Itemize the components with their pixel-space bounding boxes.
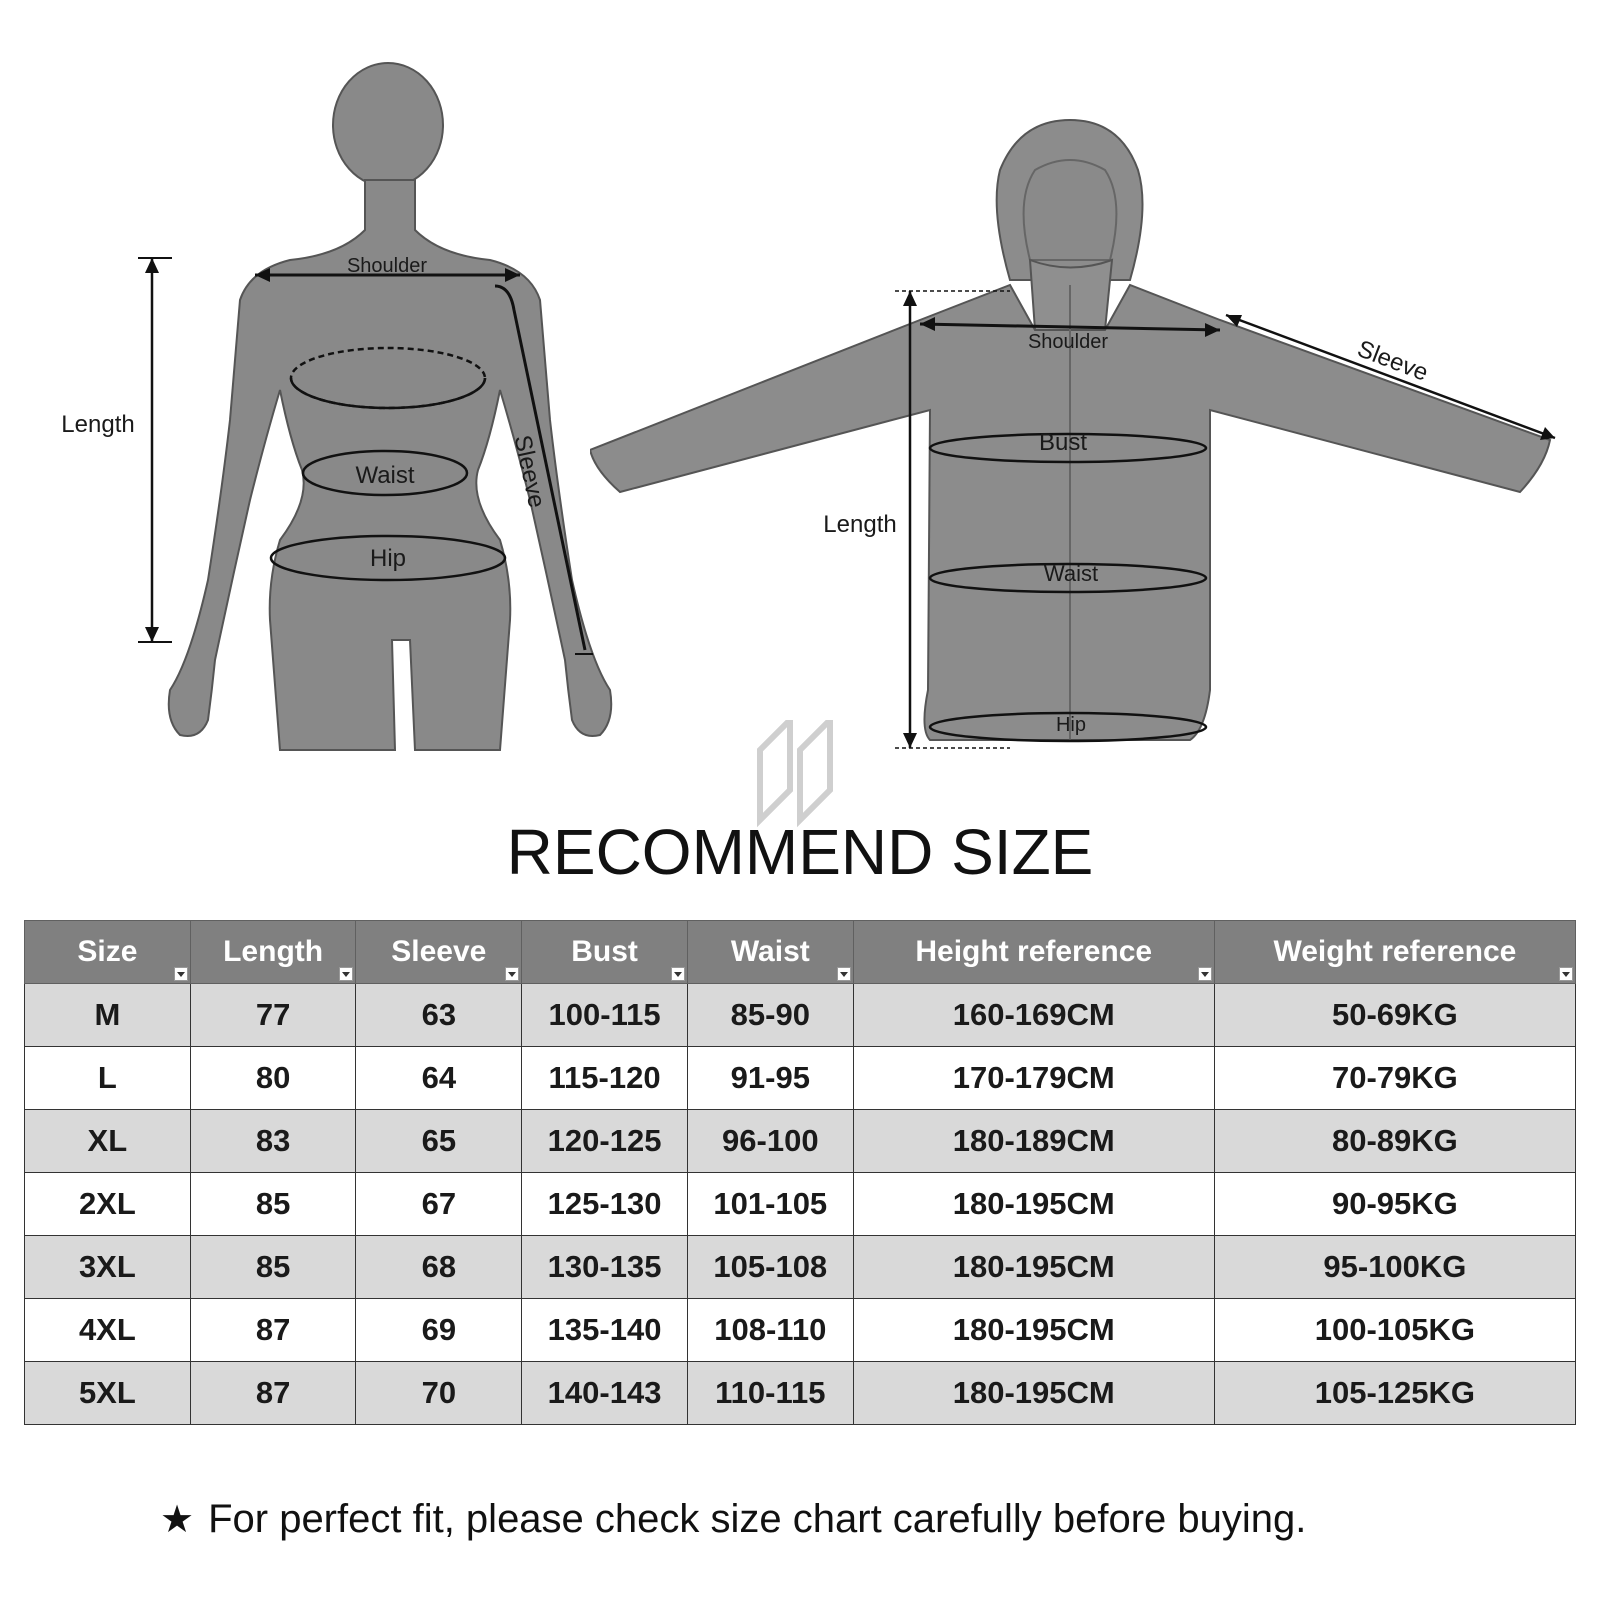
page-title: RECOMMEND SIZE xyxy=(506,816,1094,888)
star-icon: ★ xyxy=(160,1499,195,1541)
table-cell: 180-189CM xyxy=(853,1110,1214,1173)
table-cell: 115-120 xyxy=(522,1047,688,1110)
filter-dropdown-icon[interactable] xyxy=(671,967,685,981)
table-cell: 64 xyxy=(356,1047,522,1110)
table-cell: 4XL xyxy=(25,1299,191,1362)
table-cell: 83 xyxy=(190,1110,356,1173)
table-row xyxy=(25,984,1576,1047)
table-cell: M xyxy=(25,984,191,1047)
table-cell: 120-125 xyxy=(522,1110,688,1173)
table-cell: 70-79KG xyxy=(1214,1047,1575,1110)
table-cell: 63 xyxy=(356,984,522,1047)
table-cell: 110-115 xyxy=(687,1362,853,1425)
header-size: Size xyxy=(25,921,191,984)
table-cell: 135-140 xyxy=(522,1299,688,1362)
table-row xyxy=(25,1236,1576,1299)
table-cell: 91-95 xyxy=(687,1047,853,1110)
table-cell: 180-195CM xyxy=(853,1173,1214,1236)
body-shoulder-label: Shoulder xyxy=(346,255,428,277)
table-cell: 65 xyxy=(356,1110,522,1173)
table-cell: 105-108 xyxy=(687,1236,853,1299)
header-sleeve: Sleeve xyxy=(356,921,522,984)
header-weight-reference: Weight reference xyxy=(1214,921,1575,984)
table-cell: 69 xyxy=(356,1299,522,1362)
filter-dropdown-icon[interactable] xyxy=(1559,967,1573,981)
size-table xyxy=(24,920,1576,1425)
table-row xyxy=(25,1047,1576,1110)
table-cell: 87 xyxy=(190,1299,356,1362)
table-cell: 160-169CM xyxy=(853,984,1214,1047)
table-cell: 5XL xyxy=(25,1362,191,1425)
table-cell: 68 xyxy=(356,1236,522,1299)
header-height-reference: Height reference xyxy=(853,921,1214,984)
body-measurement-figure xyxy=(40,60,640,760)
table-cell: 3XL xyxy=(25,1236,191,1299)
table-cell: 96-100 xyxy=(687,1110,853,1173)
table-cell: 101-105 xyxy=(687,1173,853,1236)
table-cell: 100-105KG xyxy=(1214,1299,1575,1362)
body-waist-label: Waist xyxy=(355,462,415,489)
fit-note-text: For perfect fit, please check size chart carefully before buying. xyxy=(208,1497,1307,1541)
table-row xyxy=(25,1110,1576,1173)
table-cell: 180-195CM xyxy=(853,1362,1214,1425)
table-cell: 70 xyxy=(356,1362,522,1425)
table-cell: 85 xyxy=(190,1173,356,1236)
table-cell: 140-143 xyxy=(522,1362,688,1425)
jacket-length-label: Length xyxy=(823,511,897,538)
table-cell: L xyxy=(25,1047,191,1110)
table-cell: 125-130 xyxy=(522,1173,688,1236)
table-cell: 170-179CM xyxy=(853,1047,1214,1110)
table-cell: 85-90 xyxy=(687,984,853,1047)
table-cell: 108-110 xyxy=(687,1299,853,1362)
table-cell: 180-195CM xyxy=(853,1236,1214,1299)
header-waist: Waist xyxy=(687,921,853,984)
header-bust: Bust xyxy=(522,921,688,984)
jacket-shoulder-label: Shoulder xyxy=(1027,331,1109,353)
body-length-label: Length xyxy=(61,411,135,438)
fit-note xyxy=(160,1497,1306,1542)
filter-dropdown-icon[interactable] xyxy=(339,967,353,981)
filter-dropdown-icon[interactable] xyxy=(505,967,519,981)
table-cell: 80 xyxy=(190,1047,356,1110)
body-head xyxy=(333,63,443,187)
jacket-hip-label: Hip xyxy=(1055,714,1087,736)
table-row xyxy=(25,1299,1576,1362)
table-cell: 130-135 xyxy=(522,1236,688,1299)
filter-dropdown-icon[interactable] xyxy=(837,967,851,981)
jacket-sleeve-label: Sleeve xyxy=(1353,335,1432,387)
table-cell: 87 xyxy=(190,1362,356,1425)
table-cell: 85 xyxy=(190,1236,356,1299)
filter-dropdown-icon[interactable] xyxy=(174,967,188,981)
jacket-bust-label: Bust xyxy=(1038,429,1088,456)
table-cell: 67 xyxy=(356,1173,522,1236)
table-cell: 77 xyxy=(190,984,356,1047)
table-cell: 180-195CM xyxy=(853,1299,1214,1362)
table-row xyxy=(25,1362,1576,1425)
table-cell: XL xyxy=(25,1110,191,1173)
filter-dropdown-icon[interactable] xyxy=(1198,967,1212,981)
table-header-row xyxy=(25,921,1576,984)
table-cell: 50-69KG xyxy=(1214,984,1575,1047)
body-sleeve-label: Sleeve xyxy=(508,432,551,511)
table-cell: 100-115 xyxy=(522,984,688,1047)
header-length: Length xyxy=(190,921,356,984)
table-row xyxy=(25,1173,1576,1236)
jacket-measurement-figure xyxy=(590,110,1580,770)
table-cell: 80-89KG xyxy=(1214,1110,1575,1173)
table-cell: 90-95KG xyxy=(1214,1173,1575,1236)
table-cell: 105-125KG xyxy=(1214,1362,1575,1425)
body-hip-label: Hip xyxy=(369,545,407,572)
table-cell: 95-100KG xyxy=(1214,1236,1575,1299)
jacket-waist-label: Waist xyxy=(1043,561,1099,586)
table-cell: 2XL xyxy=(25,1173,191,1236)
